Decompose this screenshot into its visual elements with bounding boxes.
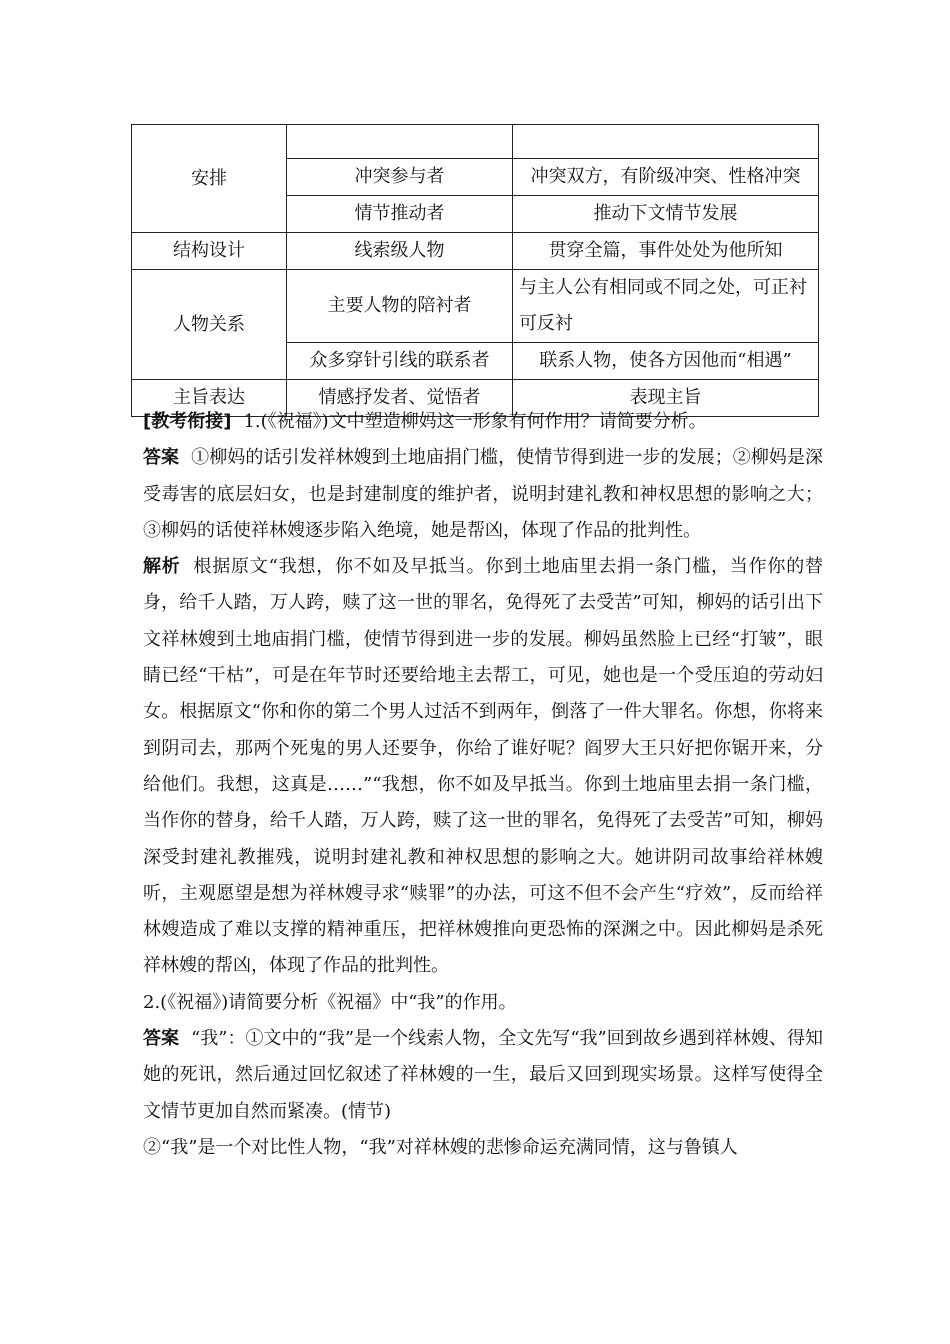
table-cell: 冲突参与者 (287, 159, 513, 196)
question-1 (143, 404, 823, 440)
table-cell: 主要人物的陪衬者 (287, 270, 513, 343)
table-cell: 结构设计 (132, 233, 287, 270)
answer-label: 答案 (143, 447, 180, 469)
table-cell: 众多穿针引线的联系者 (287, 343, 513, 380)
answer-1-text: ①柳妈的话引发祥林嫂到土地庙捐门槛，使情节得到进一步的发展；②柳妈是深受毒害的底层妇女，也是封建制度的维护者，说明封建礼教和神权思想的影响之大；③柳妈的话使祥林嫂逐步陷入绝境，她是帮凶，体现了作品的批判性。 (143, 447, 823, 541)
question-2 (143, 985, 823, 1021)
table-cell: 线索级人物 (287, 233, 513, 270)
answer-1 (143, 440, 823, 549)
question-2-text: 2.(《祝福》)请简要分析《祝福》中“我”的作用。 (143, 991, 517, 1013)
table-cell: 与主人公有相同或不同之处，可正衬可反衬 (513, 270, 819, 343)
table-cell (513, 125, 819, 159)
analysis (143, 549, 823, 985)
table-cell: 推动下文情节发展 (513, 196, 819, 233)
answer-2 (143, 1021, 823, 1130)
table-row (132, 125, 819, 159)
table-cell (287, 125, 513, 159)
answer-2-text: “我”：①文中的“我”是一个线索人物，全文先写“我”回到故乡遇到祥林嫂、得知她的死讯，然后通过回忆叙述了祥林嫂的一生，最后又回到现实场景。这样写使得全文情节更加自然而紧凑。(情节) (143, 1028, 823, 1122)
answer-2-continued (143, 1130, 823, 1166)
table-cell: 主旨表达 (132, 380, 287, 417)
answer-2-continued-text: ②“我”是一个对比性人物，“我”对祥林嫂的悲惨命运充满同情，这与鲁镇人 (143, 1136, 738, 1158)
analysis-text: 根据原文“我想，你不如及早抵当。你到土地庙里去捐一条门槛，当作你的替身，给千人踏，万人跨，赎了这一世的罪名，免得死了去受苦”可知，柳妈的话引出下文祥林嫂到土地庙捐门槛，使情节得到进一步的发展。柳妈虽然脸上已经“打皱”，眼睛已经“干枯”，可是在年节时还要给地主去帮工，可见，她也是一个受压迫的劳动妇女。根据原文“你和你的第二个男人过活不到两年，倒落了一件大罪名。你想，你将来到阴司去，那两个死鬼的男人还要争，你给了谁好呢？阎罗大王只好把你锯开来，分给他们。我想，这真是……”“我想，你不如及早抵当。你到土地庙里去捐一条门槛，当作你的替身，给千人踏，万人跨，赎了这一世的罪名，免得死了去受苦”可知，柳妈深受封建礼教摧残，说明封建礼教和神权思想的影响之大。她讲阴司故事给祥林嫂听，主观愿望是想为祥林嫂寻求“赎罪”的办法，可这不但不会产生“疗效”，反而给祥林嫂造成了难以支撑的精神重压，把祥林嫂推向更恐怖的深渊之中。因此柳妈是杀死祥林嫂的帮凶，体现了作品的批判性。 (143, 556, 824, 977)
table-cell: 表现主旨 (513, 380, 819, 417)
table-cell-group-anpai: 安排 (132, 125, 287, 233)
table-row (132, 233, 819, 270)
role-table (131, 124, 819, 417)
question-tag: [教考衔接] (143, 411, 232, 432)
table-cell-group-renwu: 人物关系 (132, 270, 287, 380)
table-cell: 情感抒发者、觉悟者 (287, 380, 513, 417)
table-cell: 联系人物，使各方因他而“相遇” (513, 343, 819, 380)
body-text (143, 404, 823, 1166)
table-row (132, 270, 819, 343)
answer-2-label: 答案 (143, 1028, 180, 1050)
question-1-text: 1.(《祝福》)文中塑造柳妈这一形象有何作用？请简要分析。 (243, 411, 707, 432)
table-cell: 情节推动者 (287, 196, 513, 233)
table-cell: 冲突双方，有阶级冲突、性格冲突 (513, 159, 819, 196)
table-cell: 贯穿全篇，事件处处为他所知 (513, 233, 819, 270)
analysis-label: 解析 (143, 556, 181, 578)
